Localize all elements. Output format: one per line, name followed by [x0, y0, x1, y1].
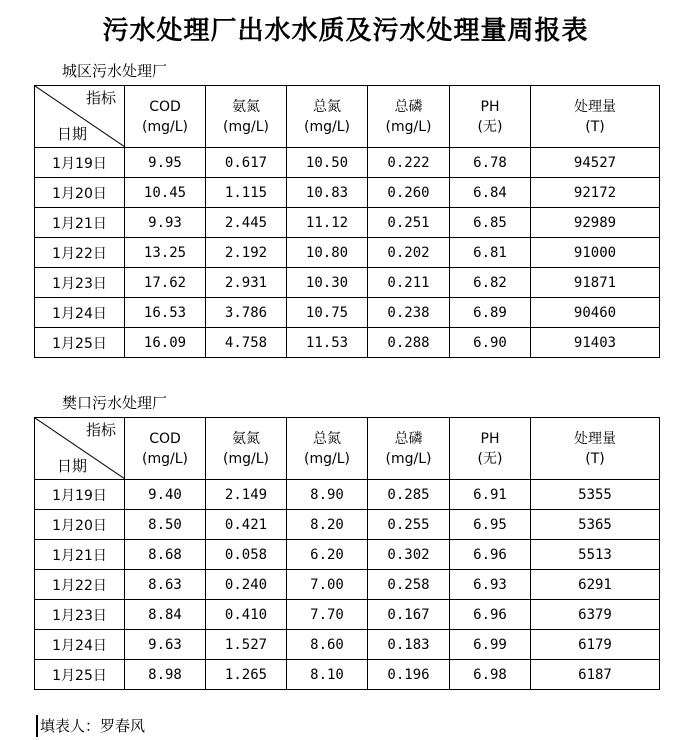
value-cell: 0.285	[368, 480, 450, 510]
table-row	[35, 148, 660, 178]
value-cell: 0.421	[206, 510, 287, 540]
value-cell: 0.240	[206, 570, 287, 600]
value-cell: 10.80	[287, 238, 368, 268]
col-header-ph: PH (无)	[450, 418, 531, 480]
value-cell: 0.302	[368, 540, 450, 570]
value-cell: 0.183	[368, 630, 450, 660]
value-cell: 2.445	[206, 208, 287, 238]
col-header-volume: 处理量 (T)	[531, 418, 660, 480]
value-cell: 8.68	[125, 540, 206, 570]
plant-name-chengqu: 城区污水处理厂	[62, 62, 168, 80]
value-cell: 92989	[531, 208, 660, 238]
table-row	[35, 268, 660, 298]
value-cell: 91000	[531, 238, 660, 268]
value-cell: 0.258	[368, 570, 450, 600]
value-cell: 5355	[531, 480, 660, 510]
corner-label-date: 日期	[57, 457, 88, 475]
value-cell: 6291	[531, 570, 660, 600]
value-cell: 6.78	[450, 148, 531, 178]
value-cell: 8.98	[125, 660, 206, 690]
value-cell: 17.62	[125, 268, 206, 298]
value-cell: 6.81	[450, 238, 531, 268]
value-cell: 2.149	[206, 480, 287, 510]
col-header-cod: COD (mg/L)	[125, 86, 206, 148]
value-cell: 9.95	[125, 148, 206, 178]
value-cell: 2.192	[206, 238, 287, 268]
value-cell: 91871	[531, 268, 660, 298]
value-cell: 0.410	[206, 600, 287, 630]
value-cell: 16.09	[125, 328, 206, 358]
value-cell: 8.90	[287, 480, 368, 510]
value-cell: 6.20	[287, 540, 368, 570]
value-cell: 6.95	[450, 510, 531, 540]
table-row	[35, 238, 660, 268]
date-cell: 1月23日	[35, 268, 125, 298]
value-cell: 0.617	[206, 148, 287, 178]
value-cell: 1.527	[206, 630, 287, 660]
value-cell: 6.96	[450, 540, 531, 570]
table-row	[35, 630, 660, 660]
value-cell: 6379	[531, 600, 660, 630]
value-cell: 11.53	[287, 328, 368, 358]
value-cell: 6.91	[450, 480, 531, 510]
date-cell: 1月25日	[35, 660, 125, 690]
value-cell: 3.786	[206, 298, 287, 328]
corner-header	[35, 418, 125, 480]
table-row	[35, 510, 660, 540]
value-cell: 6.96	[450, 600, 531, 630]
date-cell: 1月19日	[35, 480, 125, 510]
value-cell: 8.84	[125, 600, 206, 630]
date-cell: 1月24日	[35, 630, 125, 660]
table-row	[35, 570, 660, 600]
value-cell: 4.758	[206, 328, 287, 358]
water-quality-table-chengqu	[34, 85, 660, 358]
value-cell: 6.98	[450, 660, 531, 690]
value-cell: 10.83	[287, 178, 368, 208]
value-cell: 9.40	[125, 480, 206, 510]
table-row	[35, 480, 660, 510]
value-cell: 0.211	[368, 268, 450, 298]
value-cell: 2.931	[206, 268, 287, 298]
value-cell: 6.90	[450, 328, 531, 358]
col-header-volume: 处理量 (T)	[531, 86, 660, 148]
value-cell: 91403	[531, 328, 660, 358]
value-cell: 0.288	[368, 328, 450, 358]
date-cell: 1月24日	[35, 298, 125, 328]
corner-label-date: 日期	[57, 125, 88, 143]
table-row	[35, 540, 660, 570]
date-cell: 1月19日	[35, 148, 125, 178]
date-cell: 1月20日	[35, 178, 125, 208]
table-row	[35, 298, 660, 328]
corner-label-indicator: 指标	[85, 421, 116, 439]
col-header-ph: PH (无)	[450, 86, 531, 148]
value-cell: 6179	[531, 630, 660, 660]
plant-name-fankou: 樊口污水处理厂	[62, 394, 168, 412]
value-cell: 6.89	[450, 298, 531, 328]
value-cell: 0.251	[368, 208, 450, 238]
value-cell: 0.222	[368, 148, 450, 178]
corner-label-indicator: 指标	[85, 89, 116, 107]
value-cell: 7.00	[287, 570, 368, 600]
value-cell: 6.82	[450, 268, 531, 298]
value-cell: 9.93	[125, 208, 206, 238]
value-cell: 8.20	[287, 510, 368, 540]
value-cell: 16.53	[125, 298, 206, 328]
col-header-ammonia: 氨氮 (mg/L)	[206, 86, 287, 148]
table-row	[35, 208, 660, 238]
value-cell: 0.202	[368, 238, 450, 268]
col-header-total-nitrogen: 总氮 (mg/L)	[287, 418, 368, 480]
col-header-total-phosphorus: 总磷 (mg/L)	[368, 418, 450, 480]
value-cell: 0.058	[206, 540, 287, 570]
col-header-total-nitrogen: 总氮 (mg/L)	[287, 86, 368, 148]
value-cell: 11.12	[287, 208, 368, 238]
report-title: 污水处理厂出水水质及污水处理量周报表	[102, 16, 589, 46]
water-quality-table-fankou	[34, 417, 660, 690]
value-cell: 0.260	[368, 178, 450, 208]
date-cell: 1月25日	[35, 328, 125, 358]
value-cell: 10.50	[287, 148, 368, 178]
filler-signature: 填表人：罗春风	[36, 715, 145, 737]
value-cell: 10.75	[287, 298, 368, 328]
date-cell: 1月21日	[35, 208, 125, 238]
value-cell: 90460	[531, 298, 660, 328]
col-header-ammonia: 氨氮 (mg/L)	[206, 418, 287, 480]
value-cell: 0.238	[368, 298, 450, 328]
date-cell: 1月22日	[35, 238, 125, 268]
value-cell: 13.25	[125, 238, 206, 268]
date-cell: 1月21日	[35, 540, 125, 570]
value-cell: 8.60	[287, 630, 368, 660]
table-row	[35, 328, 660, 358]
value-cell: 8.63	[125, 570, 206, 600]
value-cell: 94527	[531, 148, 660, 178]
value-cell: 1.265	[206, 660, 287, 690]
value-cell: 9.63	[125, 630, 206, 660]
value-cell: 92172	[531, 178, 660, 208]
value-cell: 6.84	[450, 178, 531, 208]
value-cell: 6.99	[450, 630, 531, 660]
date-cell: 1月23日	[35, 600, 125, 630]
col-header-cod: COD (mg/L)	[125, 418, 206, 480]
value-cell: 6.93	[450, 570, 531, 600]
value-cell: 7.70	[287, 600, 368, 630]
value-cell: 6.85	[450, 208, 531, 238]
value-cell: 0.255	[368, 510, 450, 540]
value-cell: 5513	[531, 540, 660, 570]
col-header-total-phosphorus: 总磷 (mg/L)	[368, 86, 450, 148]
value-cell: 8.50	[125, 510, 206, 540]
value-cell: 1.115	[206, 178, 287, 208]
date-cell: 1月20日	[35, 510, 125, 540]
table-row	[35, 178, 660, 208]
value-cell: 0.167	[368, 600, 450, 630]
value-cell: 5365	[531, 510, 660, 540]
value-cell: 0.196	[368, 660, 450, 690]
value-cell: 6187	[531, 660, 660, 690]
table-row	[35, 600, 660, 630]
table-row	[35, 660, 660, 690]
date-cell: 1月22日	[35, 570, 125, 600]
corner-header	[35, 86, 125, 148]
value-cell: 8.10	[287, 660, 368, 690]
value-cell: 10.45	[125, 178, 206, 208]
value-cell: 10.30	[287, 268, 368, 298]
